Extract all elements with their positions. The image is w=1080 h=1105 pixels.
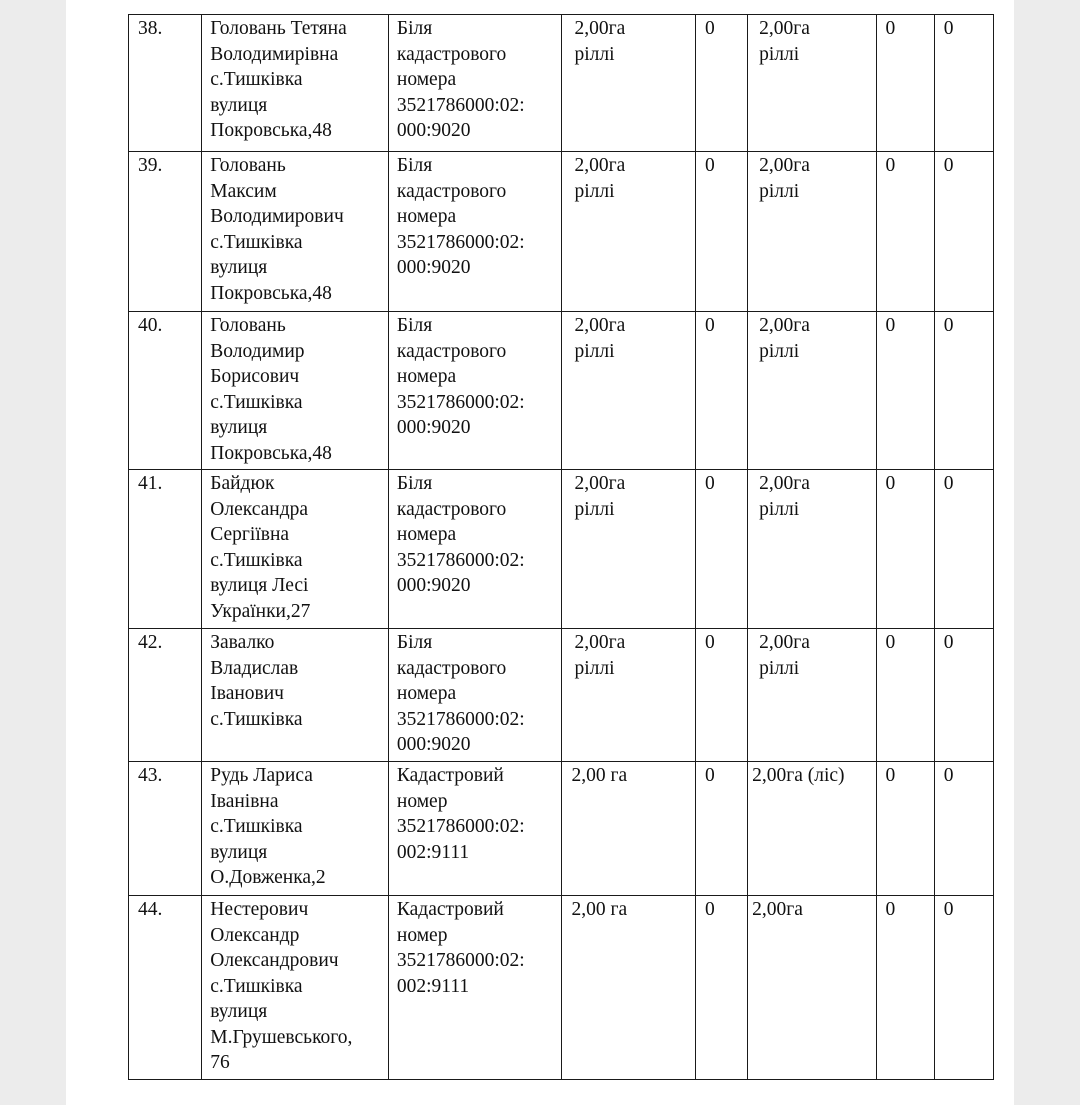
value-cell: 0 bbox=[934, 896, 993, 1080]
value-cell: 0 bbox=[876, 15, 934, 152]
location-cell: Біля кадастрового номера 3521786000:02: 000:9020 bbox=[388, 152, 562, 312]
value-cell: 0 bbox=[695, 152, 747, 312]
value-cell: 0 bbox=[934, 15, 993, 152]
table-row bbox=[129, 152, 994, 312]
area-cell: 2,00га ріллі bbox=[562, 152, 695, 312]
owner-cell: Головань Тетяна Володимирівна с.Тишківка вулиця Покровська,48 bbox=[202, 15, 389, 152]
area-cell: 2,00га ріллі bbox=[748, 470, 876, 629]
owner-cell: Байдюк Олександра Сергіївна с.Тишківка вулиця Лесі Українки,27 bbox=[202, 470, 389, 629]
area-cell: 2,00га ріллі bbox=[748, 15, 876, 152]
value-cell: 0 bbox=[934, 312, 993, 470]
area-cell: 2,00га ріллі bbox=[562, 470, 695, 629]
row-number: 41. bbox=[129, 470, 202, 629]
owner-cell: Головань Володимир Борисович с.Тишківка вулиця Покровська,48 bbox=[202, 312, 389, 470]
value-cell: 0 bbox=[695, 15, 747, 152]
value-cell: 0 bbox=[876, 312, 934, 470]
location-cell: Біля кадастрового номера 3521786000:02: 000:9020 bbox=[388, 470, 562, 629]
table-row bbox=[129, 629, 994, 762]
area-cell: 2,00 га bbox=[562, 762, 695, 896]
area-cell: 2,00га ріллі bbox=[562, 15, 695, 152]
value-cell: 0 bbox=[695, 312, 747, 470]
value-cell: 0 bbox=[876, 629, 934, 762]
row-number: 39. bbox=[129, 152, 202, 312]
value-cell: 0 bbox=[695, 762, 747, 896]
value-cell: 0 bbox=[934, 762, 993, 896]
location-cell: Кадастровий номер 3521786000:02: 002:9111 bbox=[388, 762, 562, 896]
area-cell: 2,00 га bbox=[562, 896, 695, 1080]
value-cell: 0 bbox=[695, 896, 747, 1080]
value-cell: 0 bbox=[876, 762, 934, 896]
table-row bbox=[129, 762, 994, 896]
owner-cell: Завалко Владислав Іванович с.Тишківка bbox=[202, 629, 389, 762]
row-number: 42. bbox=[129, 629, 202, 762]
value-cell: 0 bbox=[934, 629, 993, 762]
value-cell: 0 bbox=[934, 152, 993, 312]
row-number: 38. bbox=[129, 15, 202, 152]
location-cell: Біля кадастрового номера 3521786000:02: 000:9020 bbox=[388, 629, 562, 762]
location-cell: Біля кадастрового номера 3521786000:02: 000:9020 bbox=[388, 312, 562, 470]
row-number: 40. bbox=[129, 312, 202, 470]
owner-cell: Головань Максим Володимирович с.Тишківка вулиця Покровська,48 bbox=[202, 152, 389, 312]
area-cell: 2,00га ріллі bbox=[748, 312, 876, 470]
area-cell: 2,00га ріллі bbox=[748, 629, 876, 762]
owner-cell: Нестерович Олександр Олександрович с.Тишківка вулиця М.Грушевського, 76 bbox=[202, 896, 389, 1080]
table-row bbox=[129, 470, 994, 629]
value-cell: 0 bbox=[695, 629, 747, 762]
area-cell: 2,00га (ліс) bbox=[748, 762, 876, 896]
value-cell: 0 bbox=[876, 470, 934, 629]
table-row bbox=[129, 15, 994, 152]
area-cell: 2,00га ріллі bbox=[562, 312, 695, 470]
location-cell: Біля кадастрового номера 3521786000:02: 000:9020 bbox=[388, 15, 562, 152]
area-cell: 2,00га ріллі bbox=[748, 152, 876, 312]
area-cell: 2,00га bbox=[748, 896, 876, 1080]
table-row bbox=[129, 312, 994, 470]
value-cell: 0 bbox=[876, 896, 934, 1080]
owner-cell: Рудь Лариса Іванівна с.Тишківка вулиця О.Довженка,2 bbox=[202, 762, 389, 896]
table-row bbox=[129, 896, 994, 1080]
land-allocation-table bbox=[128, 14, 994, 1080]
row-number: 44. bbox=[129, 896, 202, 1080]
value-cell: 0 bbox=[876, 152, 934, 312]
value-cell: 0 bbox=[695, 470, 747, 629]
location-cell: Кадастровий номер 3521786000:02: 002:9111 bbox=[388, 896, 562, 1080]
area-cell: 2,00га ріллі bbox=[562, 629, 695, 762]
value-cell: 0 bbox=[934, 470, 993, 629]
row-number: 43. bbox=[129, 762, 202, 896]
